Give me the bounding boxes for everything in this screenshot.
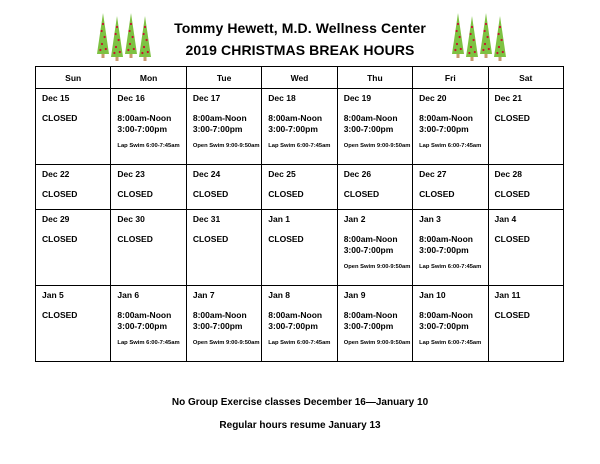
day-date: Dec 21 <box>494 93 522 103</box>
day-date: Dec 30 <box>117 213 145 224</box>
day-cell <box>36 209 111 285</box>
day-cell <box>488 209 563 285</box>
day-date: Jan 6 <box>117 289 140 300</box>
weekday-wed: Wed <box>262 67 337 89</box>
day-date: Dec 22 <box>42 169 70 180</box>
day-hours: 3:00-7:00pm <box>419 320 469 331</box>
day-status: CLOSED <box>192 233 229 244</box>
weekday-mon: Mon <box>111 67 186 89</box>
day-date: Jan 8 <box>268 289 291 300</box>
swim-note: Lap Swim 6:00-7:45am <box>268 143 331 149</box>
day-cell <box>186 165 261 210</box>
day-date: Jan 11 <box>494 289 521 300</box>
day-date: Jan 1 <box>268 213 291 224</box>
day-hours: 3:00-7:00pm <box>343 320 394 331</box>
day-cell <box>36 285 111 361</box>
day-hours: 8:00am-Noon <box>192 309 247 320</box>
day-date: Dec 29 <box>42 213 70 224</box>
day-cell <box>262 285 337 361</box>
day-cell <box>488 165 563 210</box>
day-status: CLOSED <box>268 189 304 200</box>
weekday-header-row <box>36 67 564 89</box>
weekday-sat: Sat <box>488 67 563 89</box>
christmas-trees-right <box>447 12 511 62</box>
day-date: Jan 4 <box>494 213 517 224</box>
day-hours: 8:00am-Noon <box>117 309 172 320</box>
christmas-tree-icon <box>480 13 492 58</box>
day-hours: 3:00-7:00pm <box>419 124 469 134</box>
day-hours: 3:00-7:00pm <box>268 124 318 134</box>
day-hours: 8:00am-Noon <box>192 113 247 123</box>
day-cell <box>337 89 412 165</box>
day-cell <box>262 89 337 165</box>
day-date: Dec 31 <box>192 213 221 224</box>
page-title: Tommy Hewett, M.D. Wellness Center <box>174 20 426 36</box>
day-status: CLOSED <box>117 233 153 244</box>
swim-note: Open Swim 9:00-9:50am <box>192 143 260 149</box>
day-hours: 3:00-7:00pm <box>117 124 168 134</box>
day-hours: 8:00am-Noon <box>419 113 473 123</box>
calendar-grid <box>35 66 564 362</box>
christmas-tree-icon <box>494 16 506 61</box>
day-date: Jan 3 <box>419 213 441 224</box>
day-status: CLOSED <box>494 113 530 123</box>
day-status: CLOSED <box>42 309 78 320</box>
day-date: Dec 18 <box>268 93 296 103</box>
day-date: Dec 17 <box>192 93 221 103</box>
day-hours: 3:00-7:00pm <box>192 124 243 134</box>
christmas-trees-left <box>92 12 156 62</box>
day-cell <box>36 165 111 210</box>
day-cell <box>413 165 488 210</box>
day-status: CLOSED <box>494 233 530 244</box>
day-hours: 8:00am-Noon <box>268 113 323 123</box>
day-hours: 3:00-7:00pm <box>343 124 394 134</box>
christmas-tree-icon <box>125 13 137 58</box>
day-cell <box>413 285 488 361</box>
day-status: CLOSED <box>42 233 78 244</box>
day-status: CLOSED <box>494 189 530 200</box>
day-date: Jan 7 <box>192 289 215 300</box>
christmas-tree-icon <box>139 16 151 61</box>
day-hours: 3:00-7:00pm <box>343 244 394 255</box>
weekday-thu: Thu <box>337 67 412 89</box>
swim-note: Open Swim 9:00-9:50am <box>192 339 260 346</box>
day-hours: 8:00am-Noon <box>343 233 398 244</box>
swim-note: Lap Swim 6:00-7:45am <box>419 339 482 346</box>
day-cell <box>111 165 186 210</box>
day-status: CLOSED <box>42 113 78 123</box>
day-hours: 3:00-7:00pm <box>192 320 243 331</box>
group-exercise-note: No Group Exercise classes December 16—January 10 <box>171 397 429 408</box>
day-cell <box>111 209 186 285</box>
day-cell <box>337 165 412 210</box>
calendar-week-row <box>36 285 564 361</box>
day-hours: 3:00-7:00pm <box>419 244 469 255</box>
swim-note: Lap Swim 6:00-7:45am <box>419 143 482 149</box>
day-hours: 8:00am-Noon <box>343 309 398 320</box>
day-date: Jan 5 <box>42 289 64 300</box>
day-hours: 8:00am-Noon <box>268 309 323 320</box>
day-cell <box>413 209 488 285</box>
day-cell <box>488 89 563 165</box>
day-date: Dec 24 <box>192 169 221 180</box>
day-date: Dec 28 <box>494 169 522 180</box>
day-date: Dec 26 <box>343 169 372 180</box>
day-cell <box>337 285 412 361</box>
christmas-tree-icon <box>97 13 109 58</box>
day-cell <box>36 89 111 165</box>
calendar-week-row <box>36 89 564 165</box>
day-date: Dec 19 <box>343 93 372 103</box>
day-status: CLOSED <box>268 233 304 244</box>
swim-note: Open Swim 9:00-9:50am <box>343 263 411 270</box>
day-date: Jan 2 <box>343 213 366 224</box>
calendar-week-row <box>36 209 564 285</box>
day-date: Dec 15 <box>42 93 70 103</box>
day-date: Dec 25 <box>268 169 296 180</box>
swim-note: Lap Swim 6:00-7:45am <box>268 339 331 346</box>
weekday-tue: Tue <box>186 67 261 89</box>
weekday-sun: Sun <box>36 67 111 89</box>
christmas-tree-icon <box>111 16 123 61</box>
day-cell <box>488 285 563 361</box>
day-cell <box>337 209 412 285</box>
day-cell <box>186 285 261 361</box>
day-cell <box>262 165 337 210</box>
day-hours: 8:00am-Noon <box>419 233 473 244</box>
day-status: CLOSED <box>192 189 229 200</box>
swim-note: Open Swim 9:00-9:50am <box>343 143 411 149</box>
day-status: CLOSED <box>419 189 455 200</box>
day-date: Dec 16 <box>117 93 145 103</box>
day-status: CLOSED <box>42 189 78 200</box>
page-subtitle: 2019 CHRISTMAS BREAK HOURS <box>185 42 415 58</box>
day-hours: 8:00am-Noon <box>343 113 398 123</box>
day-status: CLOSED <box>117 189 153 200</box>
day-hours: 8:00am-Noon <box>419 309 473 320</box>
day-cell <box>111 89 186 165</box>
christmas-tree-icon <box>452 13 464 58</box>
day-status: CLOSED <box>494 309 530 320</box>
day-hours: 3:00-7:00pm <box>268 320 318 331</box>
day-cell <box>413 89 488 165</box>
weekday-fri: Fri <box>413 67 488 89</box>
day-date: Dec 20 <box>419 93 447 103</box>
day-cell <box>186 209 261 285</box>
swim-note: Lap Swim 6:00-7:45am <box>419 263 482 270</box>
regular-hours-note: Regular hours resume January 13 <box>219 420 381 431</box>
day-cell <box>262 209 337 285</box>
day-cell <box>186 89 261 165</box>
swim-note: Lap Swim 6:00-7:45am <box>117 339 180 346</box>
swim-note: Open Swim 9:00-9:50am <box>343 339 411 346</box>
day-date: Dec 23 <box>117 169 145 180</box>
day-hours: 3:00-7:00pm <box>117 320 168 331</box>
day-date: Jan 9 <box>343 289 366 300</box>
swim-note: Lap Swim 6:00-7:45am <box>117 143 180 149</box>
calendar-week-row <box>36 165 564 210</box>
day-hours: 8:00am-Noon <box>117 113 172 123</box>
christmas-tree-icon <box>466 16 478 61</box>
day-cell <box>111 285 186 361</box>
day-date: Dec 27 <box>419 169 447 180</box>
day-status: CLOSED <box>343 189 380 200</box>
day-date: Jan 10 <box>419 289 446 300</box>
